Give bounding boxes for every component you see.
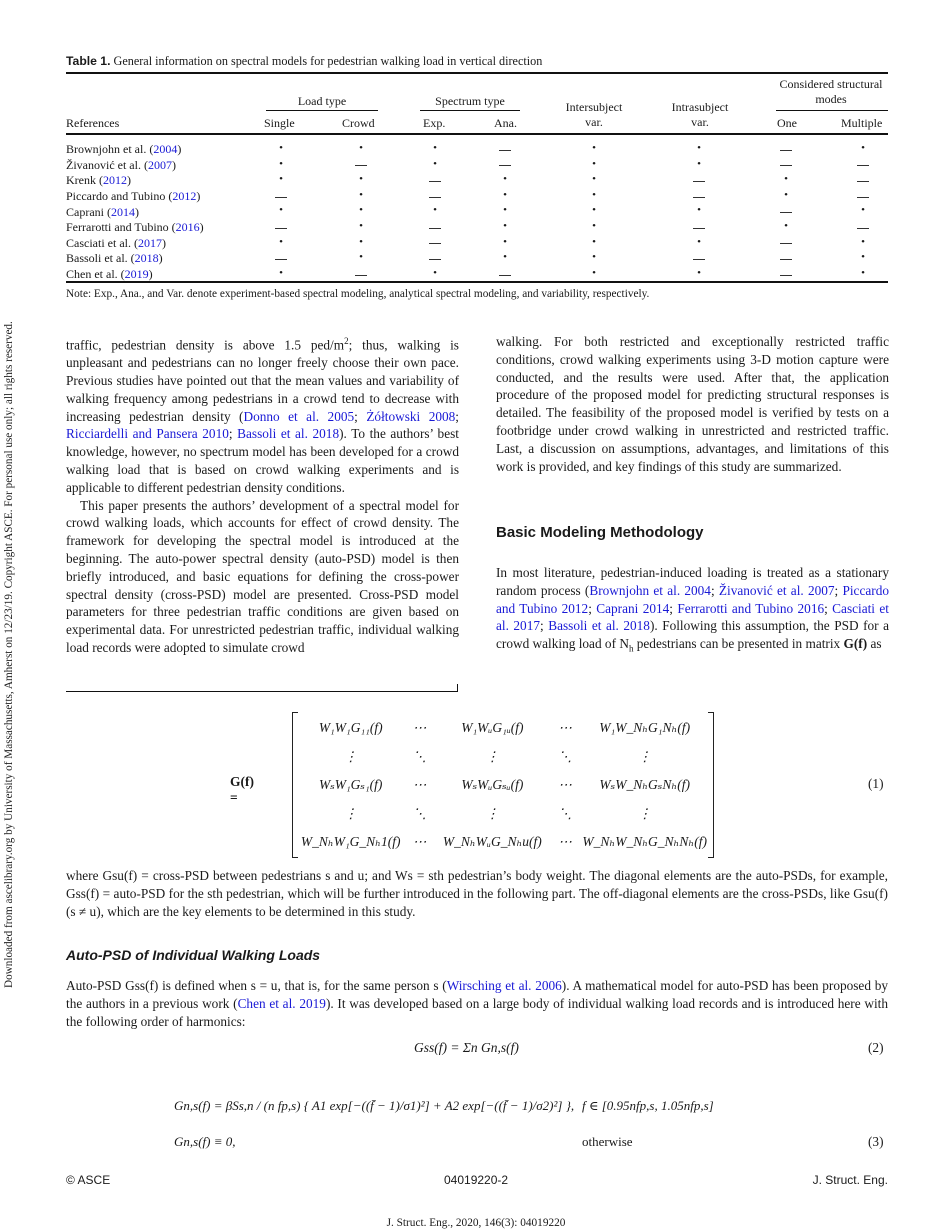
matrix-cell: ⋮ — [343, 805, 358, 821]
header-structural-modes: Considered structural modes — [779, 77, 883, 106]
reference-cell: Ferrarotti and Tubino (2016) • • • • — [66, 220, 733, 236]
equation-number: (1) — [868, 776, 884, 791]
check-dot-icon: • — [592, 251, 596, 264]
dash-icon — [429, 220, 441, 235]
check-dot-icon: • — [503, 235, 507, 248]
check-dot-icon: • — [359, 188, 363, 201]
paragraph-overview: This paper presents the authors’ development of a spectral model for crowd walking loads, which accounts for effect of crowd density. The framework for developing the spectral model is introduced at the beginning. The auto-power spectral density (auto-PSD) model is then briefly introduced, and basic equations for defining the cross-power spectral density (cross-PSD) model are presented. Cross-PSD model parameters for three pedestrian traffic conditions are given based on experimental data. For unrestricted pedestrian traffic, individual walking load records were adopted to simulate crowd — [66, 497, 459, 655]
dash-icon — [429, 236, 441, 251]
table-caption — [66, 54, 542, 69]
check-dot-icon: • — [592, 173, 596, 186]
table-header-rule — [66, 133, 888, 135]
matrix-cell: ⋯ — [412, 834, 427, 849]
dash-icon — [693, 251, 705, 266]
check-dot-icon: • — [592, 266, 596, 279]
matrix-cell: W_NₕWᵤG_Nₕu(f) — [442, 834, 542, 849]
check-dot-icon: • — [592, 157, 596, 170]
dash-icon — [693, 189, 705, 204]
paragraph-matrix-explanation: where Gsu(f) = cross-PSD between pedestrians s and u; and Ws = sth pedestrian’s body weight. The diagonal elements are the auto-PSDs, for example, Gss(f) = auto-PSD for the sth pedestrian, which will be further introduced in the following part. The off-diagonal elements are the cross-PSDs, like Gsu(f) (s ≠ u), which are the key elements to be determined in this study. — [66, 868, 888, 920]
check-dot-icon: • — [279, 173, 283, 186]
dash-icon — [780, 251, 792, 266]
citation-link[interactable]: Ferrarotti and Tubino 2016 — [677, 600, 825, 616]
column-end-rule — [66, 691, 458, 692]
table-row — [66, 189, 888, 205]
check-dot-icon: • — [861, 204, 865, 217]
equation-lhs: G(f) = — [230, 774, 254, 805]
check-dot-icon: • — [861, 235, 865, 248]
citation-link[interactable]: Piccardo and Tubino 2012 — [496, 582, 889, 616]
footer-journal: J. Struct. Eng. — [812, 1173, 888, 1187]
reference-cell: Chen et al. (2019) • • • • • — [66, 267, 733, 283]
citation-link[interactable]: 2012 — [102, 173, 127, 188]
check-dot-icon: • — [503, 251, 507, 264]
dash-icon — [857, 189, 869, 204]
dash-icon — [355, 267, 367, 282]
matrix-cell: ⋮ — [637, 805, 652, 821]
matrix-cell: ⋱ — [412, 748, 427, 764]
citation-link[interactable]: 2018 — [134, 251, 159, 266]
equation-condition: f ∈ [0.95nfp,s, 1.05nfp,s] — [582, 1098, 714, 1113]
table-label: Table 1. — [66, 54, 111, 68]
dash-icon — [355, 158, 367, 173]
col-single: Single — [264, 116, 295, 130]
table-row — [66, 267, 888, 283]
column-end-tick — [457, 684, 458, 692]
check-dot-icon: • — [279, 266, 283, 279]
citation-link[interactable]: Żółtowski 2008 — [366, 408, 456, 424]
matrix-cell: ⋮ — [485, 748, 500, 764]
dash-icon — [429, 251, 441, 266]
col-exp: Exp. — [423, 116, 446, 130]
check-dot-icon: • — [359, 219, 363, 232]
matrix-cell: ⋯ — [412, 720, 427, 735]
psd-matrix — [292, 712, 714, 858]
check-dot-icon: • — [592, 142, 596, 154]
check-dot-icon: • — [861, 266, 865, 279]
table-row — [66, 236, 888, 252]
citation-link[interactable]: Ricciardelli and Pansera 2010 — [66, 426, 229, 442]
matrix-cell: WₛW₁Gₛ₁(f) — [318, 777, 383, 792]
check-dot-icon: • — [503, 173, 507, 186]
col-references: References — [66, 116, 120, 130]
check-dot-icon: • — [784, 188, 788, 201]
citation-link[interactable]: 2007 — [147, 157, 172, 172]
citation-link[interactable]: 2014 — [110, 204, 135, 219]
check-dot-icon: • — [592, 235, 596, 248]
section-heading: Basic Modeling Methodology — [496, 524, 704, 541]
equation-auto-psd-sum: Gss(f) = Σn Gn,s(f) — [414, 1040, 519, 1055]
table-row — [66, 158, 888, 174]
dash-icon — [780, 204, 792, 219]
check-dot-icon: • — [784, 219, 788, 232]
header-intrasubject: Intrasubject var. — [671, 100, 729, 129]
dash-icon — [275, 189, 287, 204]
right-column — [496, 333, 889, 475]
reference-cell: Caprani (2014) • • • • • • • — [66, 204, 733, 220]
matrix-cell: ⋯ — [412, 777, 427, 792]
citation-link[interactable]: 2016 — [175, 220, 200, 235]
check-dot-icon: • — [359, 235, 363, 248]
dash-icon — [429, 189, 441, 204]
citation-link[interactable]: Chen et al. 2019 — [237, 996, 326, 1012]
col-crowd: Crowd — [342, 116, 375, 130]
check-dot-icon: • — [697, 157, 701, 170]
dash-icon — [499, 267, 511, 282]
matrix-cell: ⋮ — [637, 748, 652, 764]
matrix-cell: ⋯ — [558, 834, 572, 849]
matrix-cell: ⋮ — [343, 748, 358, 764]
check-dot-icon: • — [503, 204, 507, 217]
check-dot-icon: • — [697, 266, 701, 279]
spectrum-type-rule — [420, 110, 520, 111]
citation-link[interactable]: Brownjohn et al. 2004 — [589, 582, 711, 598]
dash-icon — [693, 173, 705, 188]
check-dot-icon: • — [592, 204, 596, 217]
citation-link[interactable]: Casciati et al. 2017 — [496, 600, 889, 634]
matrix-cell: WₛW_NₕGₛNₕ(f) — [599, 777, 690, 792]
check-dot-icon: • — [503, 188, 507, 201]
citation-link[interactable]: Živanović et al. 2007 — [718, 582, 835, 598]
table-note: Note: Exp., Ana., and Var. denote experiment-based spectral modeling, analytical spectral modeling, and variability, respectively. — [66, 288, 650, 300]
footer-copyright: © ASCE — [66, 1173, 111, 1187]
header-intersubject: Intersubject var. — [565, 100, 623, 129]
col-ana: Ana. — [494, 116, 517, 130]
dash-icon — [275, 251, 287, 266]
table-row — [66, 204, 888, 220]
citation-link[interactable]: 2019 — [124, 267, 149, 282]
matrix-cell: W₁W₁G₁₁(f) — [318, 720, 383, 735]
load-type-rule — [266, 110, 378, 111]
check-dot-icon: • — [279, 204, 283, 217]
equation-zero-case: Gn,s(f) ≡ 0, — [174, 1134, 236, 1149]
check-dot-icon: • — [784, 173, 788, 186]
matrix-cell: ⋱ — [558, 805, 572, 821]
check-dot-icon: • — [861, 251, 865, 264]
dash-icon — [857, 173, 869, 188]
modes-rule — [776, 110, 888, 111]
dash-icon — [693, 220, 705, 235]
check-dot-icon: • — [433, 142, 437, 154]
table-row — [66, 220, 888, 236]
matrix-cell: W_NₕW₁G_Nₕ1(f) — [300, 834, 401, 849]
download-watermark: Downloaded from ascelibrary.org by University of Massachusetts, Amherst on 12/23/19. Copyright ASCE. For personal use only; all rights reserved. — [3, 321, 15, 988]
equation-number: (3) — [868, 1134, 884, 1149]
table-row — [66, 173, 888, 189]
matrix-cell: ⋮ — [485, 805, 500, 821]
citation-link[interactable]: Bassoli et al. 2018 — [548, 618, 650, 634]
matrix-cell: W_NₕW_NₕG_NₕNₕ(f) — [582, 834, 707, 849]
check-dot-icon: • — [503, 219, 507, 232]
check-dot-icon: • — [861, 142, 865, 154]
reference-cell: Živanović et al. (2007) • • • • — [66, 158, 733, 174]
dash-icon — [780, 236, 792, 251]
reference-cell: Brownjohn et al. (2004) • • • • • • — [66, 142, 733, 158]
right-column-methodology — [496, 564, 889, 659]
check-dot-icon: • — [697, 142, 701, 154]
equation-harmonic-psd: Gn,s(f) = βSs,n / (n fp,s) { A1 exp[−((f̄ − 1)/σ1)²] + A2 exp[−((f̄ − 1)/σ2)²] }, — [174, 1098, 575, 1113]
dash-icon — [857, 220, 869, 235]
check-dot-icon: • — [697, 204, 701, 217]
citation-link[interactable]: Wirsching et al. 2006 — [446, 978, 562, 993]
reference-cell: Piccardo and Tubino (2012) • • • • — [66, 189, 733, 205]
reference-cell: Krenk (2012) • • • • • — [66, 173, 733, 189]
citation-link[interactable]: 2004 — [153, 142, 178, 157]
table-row — [66, 142, 888, 158]
paragraph-methodology: In most literature, pedestrian-induced loading is treated as a stationary random process (Brownjohn et al. 2004; Živanović et al. 2007; Piccardo and Tubino 2012; Caprani 2014; Ferrarotti and Tubino 2016; Casciati et al. 2017; Bassoli et al. 2018). Following this assumption, the PSD for a crowd walking load of $N_h$ pedestrians can be presented in matrix G(f) as — [496, 565, 889, 654]
check-dot-icon: • — [279, 142, 283, 154]
matrix-cell: ⋯ — [558, 777, 572, 792]
equation-otherwise: otherwise — [582, 1134, 633, 1149]
header-spectrum-type: Spectrum type — [435, 94, 505, 108]
matrix-cell: W₁WᵤG₁ᵤ(f) — [461, 720, 524, 735]
check-dot-icon: • — [592, 188, 596, 201]
col-one: One — [777, 116, 797, 130]
footer-page-id: 04019220-2 — [444, 1173, 509, 1187]
citation-link[interactable]: Donno et al. 2005 — [243, 408, 355, 424]
citation-link[interactable]: Bassoli et al. 2018 — [237, 426, 340, 442]
paragraph-auto-psd: Auto-PSD Gss(f) is defined when s = u, that is, for the same person s (Wirsching et al. 2006). A mathematical model for auto-PSD has been proposed by the authors in a previous work (Chen et al. 2019). It was developed based on a large body of individual walking load records and is introduced here with the following order of harmonics: — [66, 978, 888, 1030]
check-dot-icon: • — [433, 204, 437, 217]
reference-cell: Casciati et al. (2017) • • • • • • — [66, 236, 733, 252]
header-load-type: Load type — [297, 94, 347, 108]
paragraph-procedure: walking. For both restricted and exceptionally restricted traffic conditions, crowd walking experiments using 3-D motion capture were conducted, and the results were used. After that, the application procedure of the proposed model for predicting structural responses is detailed. The feasibility of the proposed model is verified by tests on a footbridge under crowd walking in unrestricted and restricted traffic. Last, a discussion on assumptions, advantages, and limitations of this work is provided, and key findings of this study are summarized. — [496, 334, 889, 474]
citation-link[interactable]: 2017 — [137, 235, 162, 250]
check-dot-icon: • — [279, 157, 283, 170]
matrix-cell: WₛWᵤGₛᵤ(f) — [461, 777, 524, 792]
check-dot-icon: • — [279, 235, 283, 248]
col-multiple: Multiple — [841, 116, 883, 130]
check-dot-icon: • — [592, 219, 596, 232]
equation-number: (2) — [868, 1040, 884, 1055]
dash-icon — [429, 173, 441, 188]
dash-icon — [499, 158, 511, 173]
dash-icon — [857, 158, 869, 173]
check-dot-icon: • — [433, 266, 437, 279]
citation-link[interactable]: Caprani 2014 — [596, 600, 670, 616]
dash-icon — [499, 142, 511, 157]
check-dot-icon: • — [359, 204, 363, 217]
reference-cell: Bassoli et al. (2018) • • • • — [66, 251, 733, 267]
check-dot-icon: • — [359, 173, 363, 186]
dash-icon — [780, 142, 792, 157]
table-row — [66, 251, 888, 267]
matrix-cell: ⋱ — [412, 805, 427, 821]
check-dot-icon: • — [359, 142, 363, 154]
table-caption-text: General information on spectral models for pedestrian walking load in vertical direction — [113, 54, 543, 68]
check-dot-icon: • — [433, 157, 437, 170]
dash-icon — [275, 220, 287, 235]
matrix-cell: ⋱ — [558, 748, 572, 764]
paragraph-density: traffic, pedestrian density is above 1.5 ped/$m^2$; thus, walking is unpleasant and pedestrians can no longer freely choose their own pace. Previous studies have pointed out that the mean values and variability of walking frequency among pedestrians in a crowd tend to decrease with increasing pedestrian density (Donno et al. 2005; Żółtowski 2008; Ricciardelli and Pansera 2010; Bassoli et al. 2018). To the authors’ best knowledge, however, no spectrum model has been developed for a crowd walking load that is based on crowd walking experiments and is applicable to different pedestrian density conditions. — [66, 336, 459, 495]
spectral-models-table — [66, 142, 888, 282]
subsection-heading: Auto-PSD of Individual Walking Loads — [66, 947, 321, 963]
left-column — [66, 333, 459, 657]
citation-link[interactable]: 2012 — [172, 189, 197, 204]
citation-line: J. Struct. Eng., 2020, 146(3): 04019220 — [386, 1217, 566, 1229]
check-dot-icon: • — [359, 251, 363, 264]
dash-icon — [780, 158, 792, 173]
table-top-rule — [66, 72, 888, 74]
check-dot-icon: • — [697, 235, 701, 248]
dash-icon — [780, 267, 792, 282]
matrix-cell: ⋯ — [558, 720, 572, 735]
matrix-cell: W₁W_NₕG₁Nₕ(f) — [599, 720, 691, 735]
